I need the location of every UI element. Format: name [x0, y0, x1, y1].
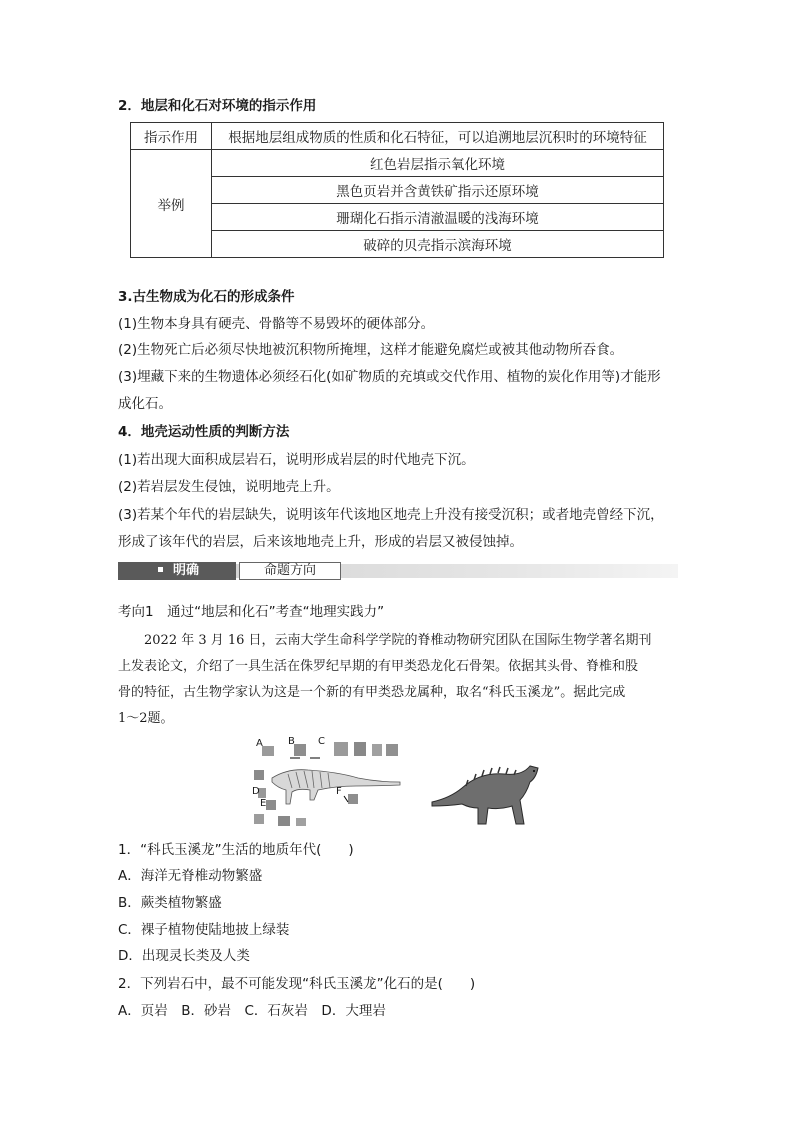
section3-item: (2)生物死亡后必须尽快地被沉积物所掩埋，这样才能避免腐烂或被其他动物所吞食。 — [118, 342, 624, 358]
section4-item: (1)若出现大面积成层岩石，说明形成岩层的时代地壳下沉。 — [118, 452, 475, 468]
passage-line: 上发表论文，介绍了一具生活在侏罗纪早期的有甲类恐龙化石骨架。依据其头骨、脊椎和股 — [118, 659, 639, 674]
section4-item: 形成了该年代的岩层，后来该地地壳上升，形成的岩层又被侵蚀掉。 — [118, 534, 523, 550]
q1-option: C．裸子植物使陆地披上绿装 — [118, 922, 290, 938]
q1-stem: 1．“科氏玉溪龙”生活的地质年代( ) — [118, 842, 354, 858]
banner-left-label: 明确 — [173, 563, 200, 578]
figure-label: D — [252, 786, 260, 797]
banner-right-label: 命题方向 — [239, 562, 341, 580]
table-example-cell: 珊瑚化石指示清澈温暖的浅海环境 — [212, 204, 664, 231]
q1-option: A．海洋无脊椎动物繁盛 — [118, 868, 263, 884]
kaoxiang-heading: 考向1 通过“地层和化石”考查“地理实践力” — [118, 604, 385, 620]
section3-item: (1)生物本身具有硬壳、骨骼等不易毁坏的硬体部分。 — [118, 316, 435, 332]
table-row — [131, 123, 664, 150]
section4-item: (3)若某个年代的岩层缺失，说明该年代该地区地壳上升没有接受沉积；或者地壳曾经下沉， — [118, 507, 664, 523]
q2-options: A．页岩 B．砂岩 C．石灰岩 D．大理岩 — [118, 1003, 386, 1019]
figure-label: A — [256, 738, 263, 749]
figure-label: F — [336, 786, 342, 797]
table-example-cell: 破碎的贝壳指示滨海环境 — [212, 231, 664, 258]
q2-stem: 2．下列岩石中，最不可能发现“科氏玉溪龙”化石的是( ) — [118, 976, 476, 992]
section2-title: 2．地层和化石对环境的指示作用 — [118, 98, 317, 114]
table-example-cell: 黑色页岩并含黄铁矿指示还原环境 — [212, 177, 664, 204]
q1-option: B．蕨类植物繁盛 — [118, 895, 222, 911]
table-row — [131, 150, 664, 177]
section4-item: (2)若岩层发生侵蚀，说明地壳上升。 — [118, 479, 340, 495]
banner-left-tag — [118, 562, 236, 580]
figure-label: E — [260, 798, 267, 809]
table-label-cell: 指示作用 — [131, 123, 212, 150]
passage-line: 骨的特征，古生物学家认为这是一个新的有甲类恐龙属种，取名“科氏玉溪龙”。据此完成 — [118, 685, 626, 700]
passage-line: 1～2题。 — [118, 711, 174, 726]
section3-title: 3.古生物成为化石的形成条件 — [118, 289, 295, 305]
indicator-table — [130, 122, 664, 258]
figure-label: B — [288, 736, 295, 747]
question-passage — [118, 628, 682, 732]
dinosaur-restoration-figure — [430, 754, 542, 830]
square-bullet-icon — [158, 567, 163, 572]
fossil-skeleton-figure — [248, 738, 408, 830]
section-banner — [118, 561, 678, 581]
figure-label: C — [318, 736, 325, 747]
table-content-cell: 根据地层组成物质的性质和化石特征，可以追溯地层沉积时的环境特征 — [212, 123, 664, 150]
passage-line: 2022 年 3 月 16 日，云南大学生命科学学院的脊椎动物研究团队在国际生物学著名期刊 — [118, 633, 652, 648]
table-label-cell: 举例 — [131, 150, 212, 258]
table-example-cell: 红色岩层指示氧化环境 — [212, 150, 664, 177]
section3-item: 成化石。 — [118, 396, 172, 412]
section3-item: (3)埋藏下来的生物遗体必须经石化(如矿物质的充填或交代作用、植物的炭化作用等)才能形 — [118, 369, 661, 385]
section4-title: 4．地壳运动性质的判断方法 — [118, 424, 290, 440]
q1-option: D．出现灵长类及人类 — [118, 948, 250, 964]
